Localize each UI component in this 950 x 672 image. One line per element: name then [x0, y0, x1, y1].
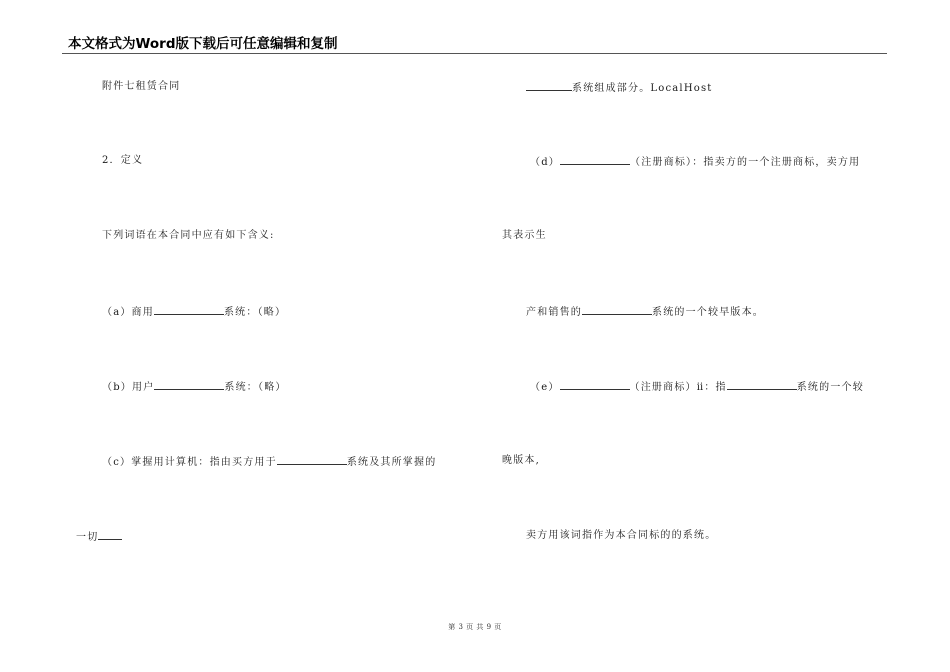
definition-d-tail-prefix: 产和销售的 [526, 307, 582, 318]
definition-c [102, 454, 436, 470]
definition-d [530, 154, 860, 170]
definition-b [102, 379, 287, 395]
definition-b-blank [154, 379, 224, 390]
definition-d-tail [526, 304, 764, 320]
definition-a-prefix: （a）商用 [102, 307, 154, 318]
definition-e-tail: 卖方用该词指作为本合同标的的系统。 [526, 530, 717, 541]
definition-e-suffix: 系统的一个较 [796, 382, 864, 393]
definition-e-middle: （注册商标）ⅱ：指 [629, 382, 727, 393]
definition-c-continued [76, 529, 122, 545]
definition-d-suffix: （注册商标）：指卖方的一个注册商标，卖方用 [630, 157, 861, 168]
definition-e-prefix: （e） [530, 382, 560, 393]
page-number-footer: 第 3 页 共 9 页 [448, 623, 502, 631]
document-header-title: 本文格式为Word版下载后可任意编辑和复制 [68, 36, 338, 52]
definition-c-suffix: 系统及其所掌握的 [346, 457, 437, 468]
right-line-1 [526, 80, 713, 96]
definition-c-continued-prefix: 一切 [76, 532, 99, 543]
definition-d-blank [560, 154, 630, 165]
definition-d-prefix: （d） [530, 157, 561, 168]
definition-intro: 下列词语在本合同中应有如下含义: [102, 230, 275, 241]
attachment-title: 附件七租赁合同 [102, 81, 181, 92]
definition-e-blank-1 [560, 379, 630, 390]
definition-a-suffix: 系统：（略） [223, 307, 287, 318]
definition-c-prefix: （c）掌握用计算机：指由买方用于 [102, 457, 277, 468]
right-line-1-blank [526, 80, 572, 91]
definition-a [102, 304, 286, 320]
definition-e [530, 379, 864, 395]
definition-c-blank [277, 454, 347, 465]
definition-d-tail-blank [582, 304, 652, 315]
right-line-1-suffix: 系统组成部分。LocalHost [572, 83, 713, 94]
section-definition-heading: 2．定义 [102, 155, 144, 166]
definition-a-blank [154, 304, 224, 315]
definition-e-continued: 晚版本, [502, 455, 540, 466]
definition-d-continued: 其表示生 [502, 230, 547, 241]
definition-b-suffix: 系统：（略） [224, 382, 287, 393]
definition-c-continued-blank [98, 529, 122, 540]
definition-b-prefix: （b）用户 [102, 382, 155, 393]
definition-e-blank-2 [727, 379, 797, 390]
header-divider [62, 53, 887, 54]
definition-d-tail-suffix: 系统的一个较早版本。 [652, 307, 764, 318]
